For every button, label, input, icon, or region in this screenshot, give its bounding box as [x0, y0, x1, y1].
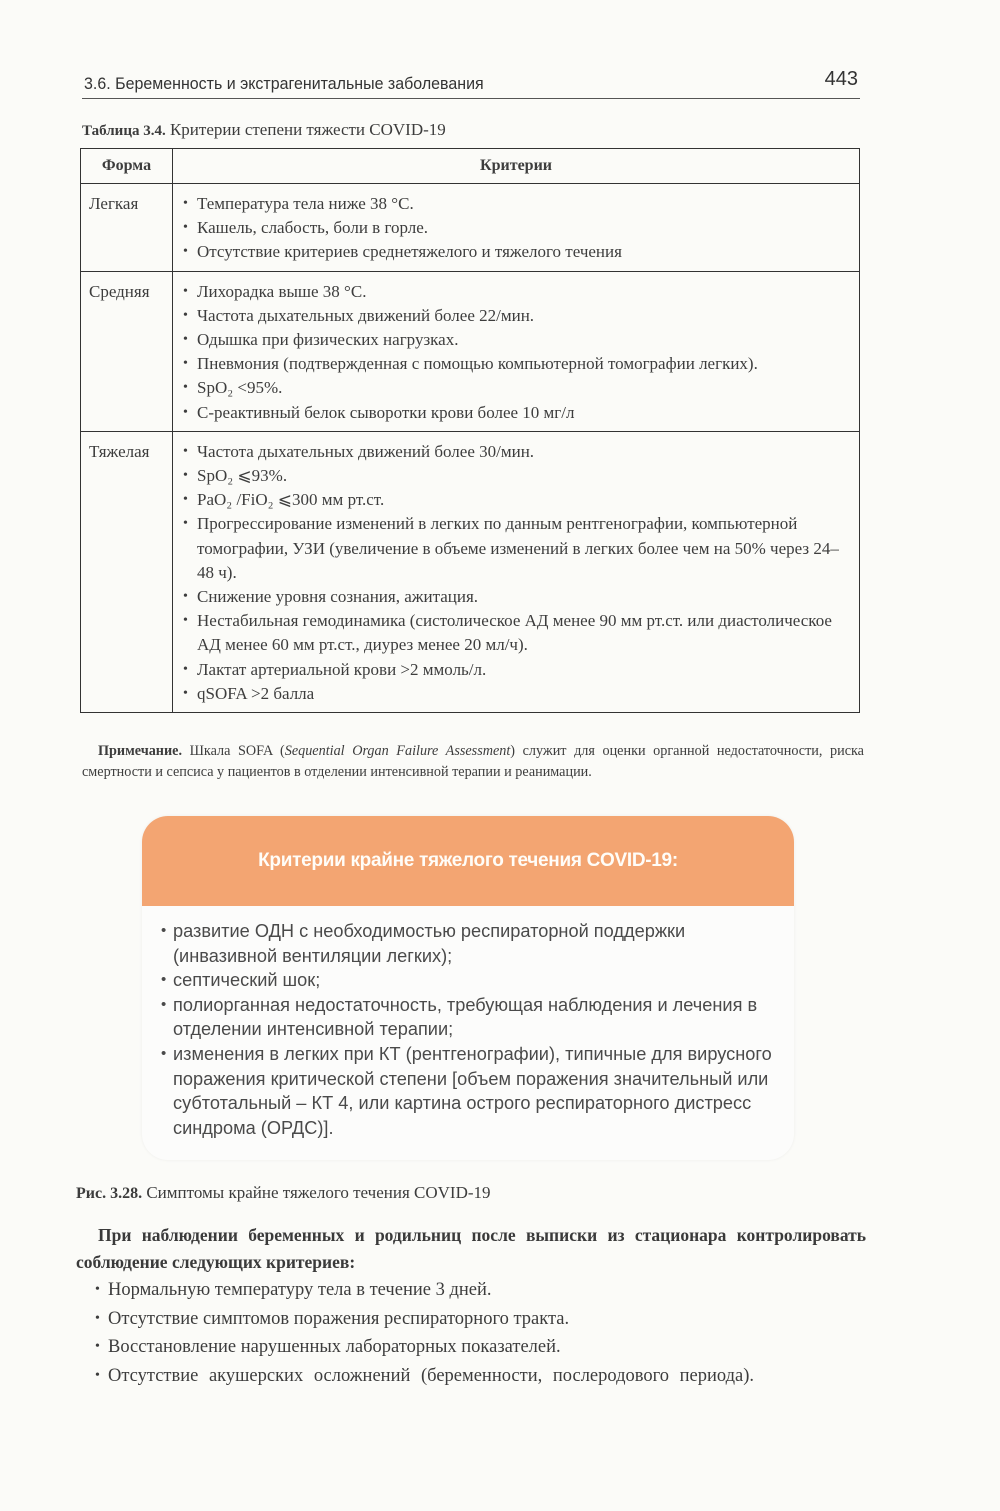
criteria-cell — [173, 271, 860, 431]
criterion-item: • SpO₂ ⩽93%. — [197, 464, 851, 488]
followup-item: • Отсутствие акушерских осложнений (беременности, послеродового периода). — [108, 1362, 866, 1391]
followup-item: • Нормальную температуру тела в течение 3 дней. — [108, 1276, 866, 1305]
form-cell: Тяжелая — [81, 431, 173, 712]
page-header — [82, 66, 860, 99]
note-label: Примечание. — [98, 743, 182, 759]
table-caption-label: Таблица 3.4. — [82, 123, 166, 139]
followup-criteria-list — [94, 1276, 866, 1390]
criterion-item: • Отсутствие критериев среднетяжелого и тяжелого течения — [197, 240, 851, 264]
followup-paragraph: При наблюдении беременных и родильниц после выписки из стационара контролировать соблюдение следующих критериев: — [76, 1225, 866, 1272]
criterion-item: • Прогрессирование изменений в легких по данным рентгенографии, компьютерной томографии, УЗИ (увеличение в объеме изменений в легких более чем на 50% через 24–48 ч). — [197, 512, 851, 585]
criterion-item: • Снижение уровня сознания, ажитация. — [197, 585, 851, 609]
box-title: Критерии крайне тяжелого течения COVID-19: — [258, 850, 678, 871]
figure-caption-label: Рис. 3.28. — [76, 1185, 143, 1202]
table-row — [81, 431, 860, 712]
criterion-item: • Частота дыхательных движений более 30/мин. — [197, 440, 851, 464]
box-list-item: • развитие ОДН с необходимостью респираторной поддержки (инвазивной вентиляции легких); — [173, 919, 790, 968]
criterion-item: • Лактат артериальной крови >2 ммоль/л. — [197, 658, 851, 682]
running-title: 3.6. Беременность и экстрагенитальные заболевания — [84, 74, 484, 93]
figure-caption-text: Симптомы крайне тяжелого течения COVID-19 — [142, 1183, 491, 1202]
page-number: 443 — [824, 68, 858, 90]
criterion-item: • PaO₂ /FiO₂ ⩽300 мм рт.ст. — [197, 488, 851, 512]
criterion-item: • Кашель, слабость, боли в горле. — [197, 216, 851, 240]
criterion-item: • Частота дыхательных движений более 22/мин. — [197, 304, 851, 328]
box-list-item: • изменения в легких при КТ (рентгенографии), типичные для вирусного поражения критической степени [объем поражения значительный или субтотальный – КТ 4, или картина острого респираторного дистресс синдрома (ОРДС)]. — [173, 1042, 790, 1140]
table-row — [81, 271, 860, 431]
table-caption-text: Критерии степени тяжести COVID-19 — [165, 120, 446, 139]
form-cell: Легкая — [81, 184, 173, 272]
followup-item: • Восстановление нарушенных лабораторных показателей. — [108, 1333, 866, 1362]
note-italic: Sequential Organ Failure Assessment — [284, 743, 511, 759]
form-cell: Средняя — [81, 271, 173, 431]
criterion-item: • qSOFA >2 балла — [197, 682, 851, 706]
severity-criteria-table — [80, 148, 860, 713]
critical-criteria-box — [142, 816, 794, 1160]
table-note — [82, 741, 864, 783]
criterion-item: • С-реактивный белок сыворотки крови более 10 мг/л — [197, 401, 851, 425]
criteria-cell — [173, 184, 860, 272]
criteria-cell — [173, 431, 860, 712]
criterion-item: • Одышка при физических нагрузках. — [197, 328, 851, 352]
column-header-form: Форма — [81, 149, 173, 184]
note-text-1: Шкала SOFA ( — [182, 743, 285, 759]
box-list-item: • септический шок; — [173, 968, 790, 993]
table-caption — [82, 120, 446, 140]
note-text-2: ) служит для оценки органной недостаточности, риска смертности и сепсиса у пациентов в отделении интенсивной терапии и реанимации. — [82, 743, 864, 780]
table-row — [81, 184, 860, 272]
column-header-criteria: Критерии — [173, 149, 860, 184]
criterion-item: • Температура тела ниже 38 °С. — [197, 192, 851, 216]
criterion-item: • SpO₂ <95%. — [197, 376, 851, 400]
criterion-item: • Лихорадка выше 38 °С. — [197, 280, 851, 304]
box-header — [142, 816, 794, 906]
figure-caption — [76, 1183, 491, 1203]
box-list-item: • полиорганная недостаточность, требующая наблюдения и лечения в отделении интенсивной терапии; — [173, 993, 790, 1042]
box-list — [160, 919, 790, 1140]
criterion-item: • Нестабильная гемодинамика (систолическое АД менее 90 мм рт.ст. или диастолическое АД менее 60 мм рт.ст., диурез менее 20 мл/ч). — [197, 609, 851, 657]
criterion-item: • Пневмония (подтвержденная с помощью компьютерной томографии легких). — [197, 352, 851, 376]
table-header-row — [81, 149, 860, 184]
followup-item: • Отсутствие симптомов поражения респираторного тракта. — [108, 1305, 866, 1334]
